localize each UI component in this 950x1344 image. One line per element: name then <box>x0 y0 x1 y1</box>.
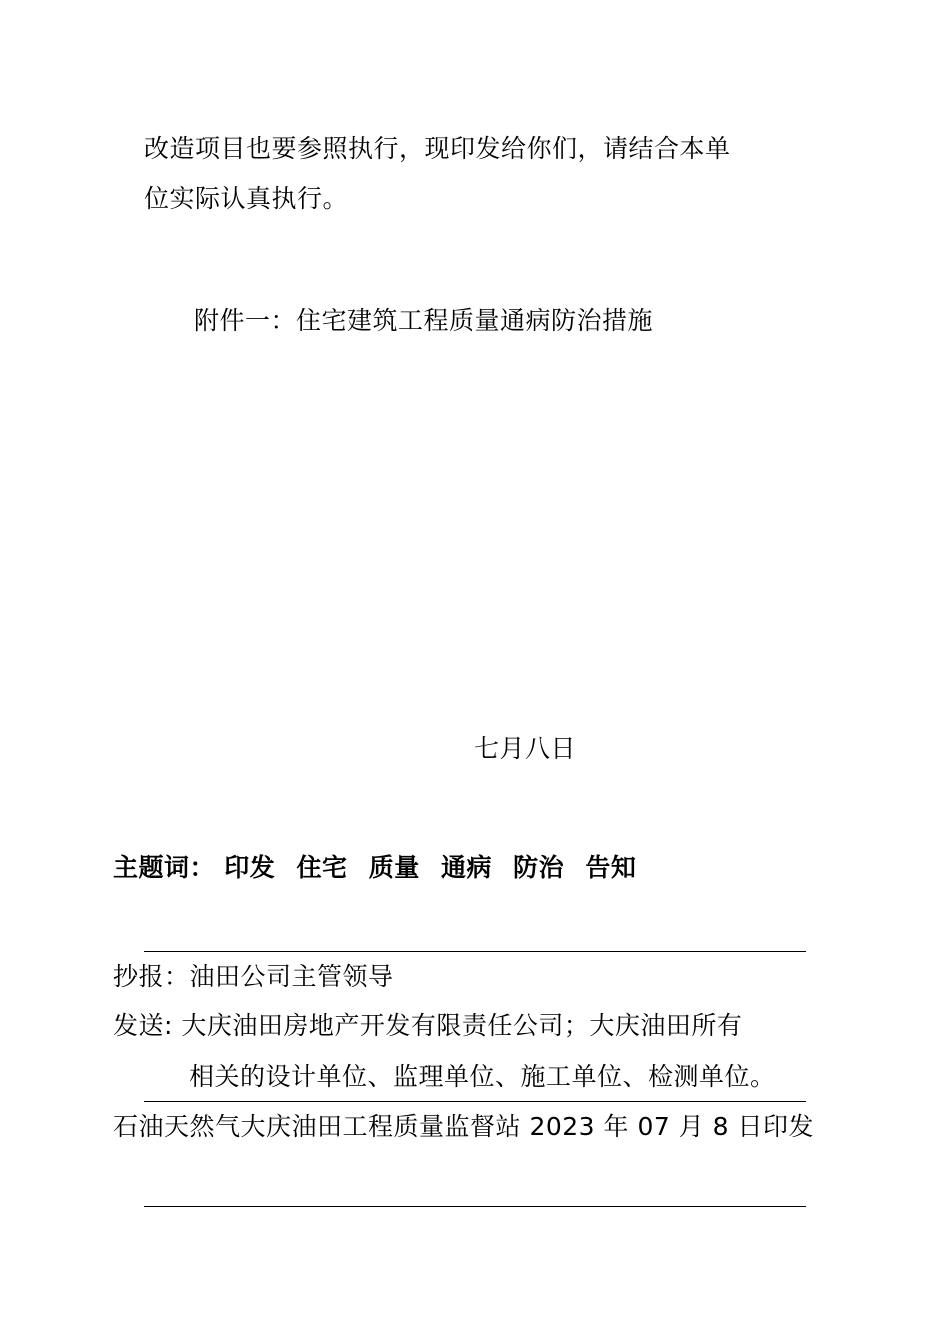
attachment-line: 附件一：住宅建筑工程质量通病防治措施 <box>194 306 654 335</box>
body-paragraph-line-1: 改造项目也要参照执行，现印发给你们，请结合本单 <box>144 134 731 163</box>
document-date: 七月八日 <box>474 734 577 763</box>
divider-bottom <box>144 1206 806 1207</box>
divider-top <box>144 951 806 952</box>
subject-keyword: 通病 <box>440 853 492 882</box>
subject-keywords <box>113 853 648 883</box>
send-line-1: 发送: 大庆油田房地产开发有限责任公司；大庆油田所有 <box>113 1011 743 1040</box>
subject-keyword: 质量 <box>368 853 420 882</box>
issuer-line: 石油天然气大庆油田工程质量监督站 2023 年 07 月 8 日印发 <box>113 1112 815 1141</box>
body-paragraph-line-2: 位实际认真执行。 <box>144 184 349 213</box>
cc-line: 抄报：油田公司主管领导 <box>113 962 394 991</box>
subject-keyword: 住宅 <box>296 853 348 882</box>
send-line-2: 相关的设计单位、监理单位、施工单位、检测单位。 <box>189 1062 776 1091</box>
divider-middle <box>144 1101 806 1102</box>
subject-keyword: 告知 <box>585 853 637 882</box>
subject-keyword: 印发 <box>224 853 276 882</box>
subject-label: 主题词： <box>113 853 216 882</box>
subject-keyword: 防治 <box>513 853 565 882</box>
